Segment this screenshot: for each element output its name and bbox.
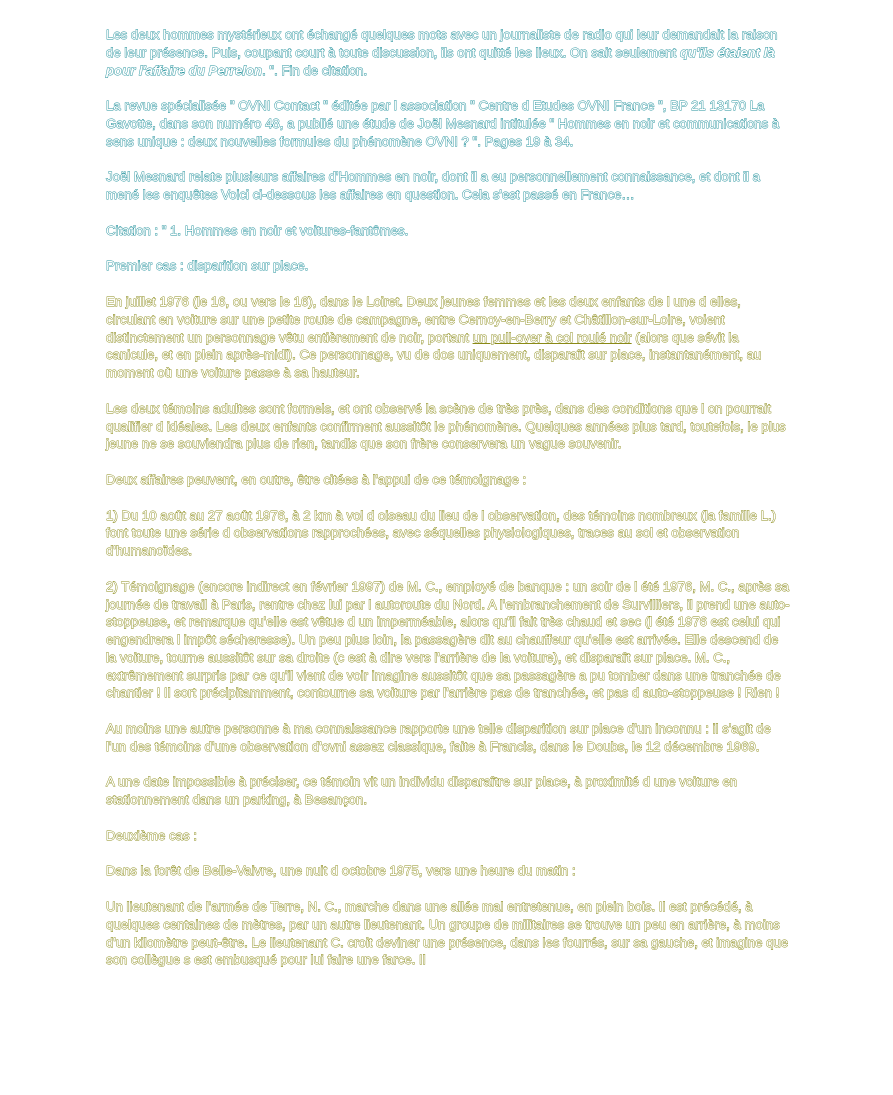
- paragraph-1-italic-quote: qu'ils étaient là pour l'affaire du Perrelon: [106, 44, 775, 78]
- paragraph-4-citation-heading: Citation : " 1. Hommes en noir et voitures-fantômes.: [106, 222, 409, 238]
- document-page: [106, 26, 791, 987]
- paragraph-11: Au moins une autre personne à ma connaissance rapporte une telle disparition sur place d'un inconnu : il s'agit de l'un des témoins d'une observation d'ovni assez classique, faite à Francis, dans le Doubs, le 12 décembre 1969.: [106, 721, 771, 754]
- paragraph-10: 2) Témoignage (encore indirect en février 1997) de M. C., employé de banque : un soir de l été 1976, M. C., après sa journée de travail à Paris, rentre chez lui par l autoroute du Nord. A l'embranchement de Survilliers, il prend une auto-stoppeuse, et remarque qu'elle est vêtue d un imperméable, alors qu'il fait très chaud et sec (l été 1976 est celui qui engendrera l impôt sécheresse). Un peu plus loin, la passagère dit au chauffeur qu'elle est arrivée. Elle descend de la voiture, tourne aussitôt sur sa droite (c est à dire vers l'arrière de la voiture), et disparaît sur place. M. C., extrêmement surpris par ce qu'il vient de voir imagine aussitôt que sa passagère a pu tomber dans une tranchée de chantier ! Il sort précipitamment, contourne sa voiture par l'arrière pas de tranchée, et pas d auto-stoppeuse ! Rien !: [106, 578, 790, 701]
- paragraph-7: Les deux témoins adultes sont formels, et ont observé la scène de très près, dans des conditions que l on pourrait qualifier d idéales. Les deux enfants confirment aussitôt le phénomène. Quelques années plus tard, toutefois, le plus jeune ne se souviendra plus de rien, tandis que son frère conservera un vague souvenir.: [106, 400, 786, 452]
- paragraph-9: 1) Du 10 août au 27 août 1976, à 2 km à vol d oiseau du lieu de l observation, des témoins nombreux (la famille L.) font toute une série d observations rapprochées, avec séquelles physiologiques, traces au sol et observation d'humanoïdes.: [106, 507, 777, 559]
- paragraph-2: La revue spécialisée " OVNI Contact " éditée par l association " Centre d Etudes OVNI France ", BP 21 13170 La Gavotte, dans son numéro 48, a publié une étude de Joël Mesnard intitulée " Hommes en noir et communications à sens unique : deux nouvelles formules du phénomène OVNI ? ". Pages 19 à 34.: [106, 98, 780, 149]
- paragraph-1-end: . ". Fin de citation.: [262, 62, 368, 78]
- paragraph-6-text: En juillet 1976 (le 16, ou vers le 16), dans le Loiret. Deux jeunes femmes et les deux enfants de l une d elles, circulant en voiture sur une petite route de campagne, entre Cernoy-en-Berry et Châtillon-sur-Loire, voient distinctement un personnage vêtu entièrement de noir, portant: [106, 293, 741, 345]
- paragraph-5-first-case-heading: Premier cas : disparition sur place.: [106, 258, 309, 274]
- paragraph-12: A une date impossible à préciser, ce témoin vit un individu disparaître sur place, à proximité d une voiture en stationnement dans un parking, à Besançon.: [106, 774, 738, 808]
- paragraph-6-end: (alors que sévit la canicule, et en plein après-midi). Ce personnage, vu de dos uniquement, disparaît sur place, instantanément, au moment où une voiture passe à sa hauteur.: [106, 329, 762, 381]
- paragraph-1-text: Les deux hommes mystérieux ont échangé quelques mots avec un journaliste de radio qui leur demandait la raison de leur présence. Puis, coupant court à toute discussion, ils ont quitté les lieux. On sait seulement: [106, 27, 778, 60]
- paragraph-1: [106, 26, 791, 79]
- paragraph-13-second-case-heading: Deuxième cas :: [106, 827, 197, 843]
- paragraph-6: [106, 293, 791, 382]
- paragraph-6-underlined: un pull-over à col roulé noir: [472, 329, 632, 345]
- paragraph-3: Joël Mesnard relate plusieurs affaires d'Hommes en noir, dont il a eu personnellement connaissance, et dont il a mené les enquêtes Voici ci-dessous les affaires en question. Cela s'est passé en France…: [106, 169, 760, 203]
- paragraph-8: Deux affaires peuvent, en outre, être citées à l'appui de ce témoignage :: [106, 471, 527, 487]
- paragraph-15: Un lieutenant de l'armée de Terre, N. C., marche dans une allée mal entretenue, en plein bois. Il est précédé, à quelques centaines de mètres, par un autre lieutenant. Un groupe de militaires se trouve un peu en arrière, à moins d'un kilomètre peut-être. Le lieutenant C. croit deviner une présence, dans les fourrés, sur sa gauche, et imagine que son collègue s est embusqué pour lui faire une farce. Il: [106, 899, 789, 968]
- paragraph-14: Dans la forêt de Belle-Vaivre, une nuit d octobre 1975, vers une heure du matin :: [106, 863, 576, 879]
